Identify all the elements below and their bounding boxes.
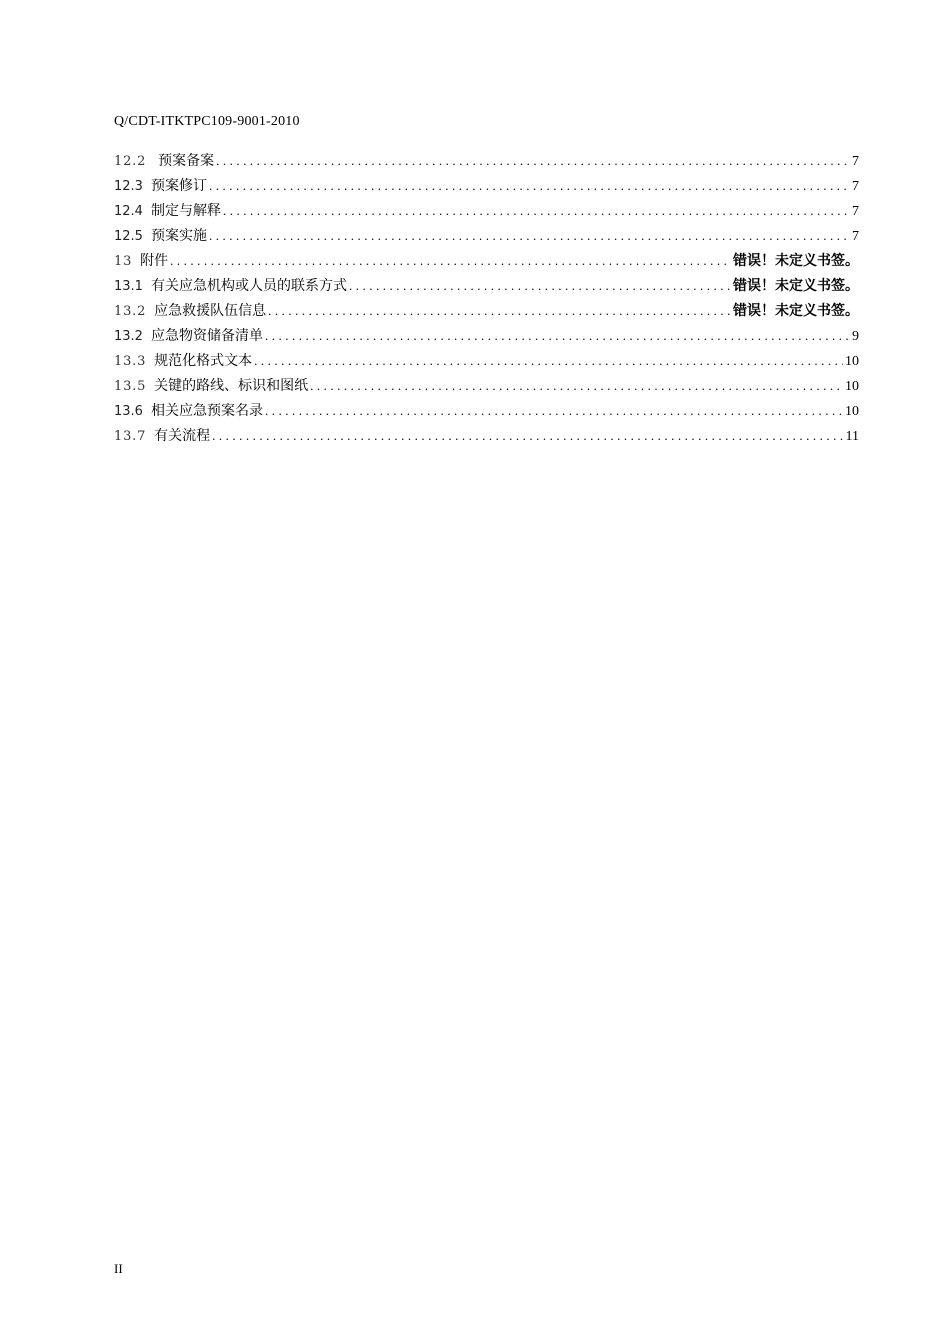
toc-entry-title: 预案实施 (150, 228, 207, 244)
toc-entry[interactable] (114, 150, 859, 175)
toc-entry-page: 7 (852, 154, 859, 169)
toc-entry-number: 12.3 (114, 179, 143, 194)
toc-entry-number: 13 (114, 254, 133, 269)
toc-entry-page: 11 (845, 429, 859, 444)
toc-entry-title: 规范化格式文本 (154, 353, 253, 369)
toc-entry-page: 7 (852, 179, 859, 194)
toc-dot-leader (223, 203, 850, 219)
toc-entry-number: 12.2 (114, 154, 147, 169)
toc-dot-leader (170, 253, 731, 269)
toc-entry[interactable] (114, 200, 859, 225)
toc-dot-leader (265, 328, 850, 344)
toc-entry-title: 应急救援队伍信息 (154, 303, 267, 319)
toc-entry[interactable] (114, 325, 859, 350)
toc-entry-page: 10 (845, 354, 859, 369)
toc-entry-page: 10 (845, 379, 859, 394)
toc-entry-number: 13.6 (114, 404, 143, 419)
toc-entry-title: 应急物资储备清单 (150, 328, 263, 344)
toc-dot-leader (310, 378, 843, 394)
toc-entry[interactable] (114, 350, 859, 375)
toc-dot-leader (216, 153, 850, 169)
toc-entry[interactable] (114, 250, 859, 275)
toc-entry-page: 错误！未定义书签。 (733, 253, 859, 269)
toc-entry-title: 有关应急机构或人员的联系方式 (150, 278, 347, 294)
table-of-contents (114, 150, 859, 450)
toc-entry[interactable] (114, 425, 859, 450)
toc-entry[interactable] (114, 175, 859, 200)
toc-entry-title: 相关应急预案名录 (150, 403, 263, 419)
toc-entry-title: 关键的路线、标识和图纸 (154, 378, 309, 394)
toc-entry[interactable] (114, 300, 859, 325)
toc-entry-page: 10 (845, 404, 859, 419)
toc-entry[interactable] (114, 375, 859, 400)
toc-entry-number: 13.1 (114, 279, 143, 294)
toc-entry-page: 7 (852, 229, 859, 244)
toc-entry-title: 附件 (140, 253, 169, 269)
toc-dot-leader (265, 403, 843, 419)
toc-entry-title: 预案备案 (158, 153, 215, 169)
toc-entry-title: 制定与解释 (150, 203, 221, 219)
page-number: II (114, 1261, 123, 1276)
toc-entry-number: 13.3 (114, 354, 147, 369)
toc-entry[interactable] (114, 225, 859, 250)
toc-entry-number: 12.4 (114, 204, 143, 219)
toc-entry-number: 12.5 (114, 229, 143, 244)
toc-dot-leader (212, 428, 843, 444)
toc-dot-leader (349, 278, 731, 294)
toc-entry-page: 错误！未定义书签。 (733, 278, 859, 294)
toc-dot-leader (268, 303, 731, 319)
toc-entry-number: 13.2 (114, 329, 143, 344)
toc-entry-number: 13.5 (114, 379, 147, 394)
toc-entry-number: 13.2 (114, 304, 147, 319)
toc-dot-leader (209, 178, 850, 194)
document-code-header: Q/CDT-ITKTPC109-9001-2010 (114, 114, 300, 129)
toc-entry-page: 7 (852, 204, 859, 219)
toc-dot-leader (209, 228, 850, 244)
toc-entry-page: 9 (852, 329, 859, 344)
toc-entry-page: 错误！未定义书签。 (733, 303, 859, 319)
toc-entry-title: 预案修订 (150, 178, 207, 194)
toc-entry[interactable] (114, 275, 859, 300)
toc-entry-title: 有关流程 (154, 428, 211, 444)
toc-entry[interactable] (114, 400, 859, 425)
toc-dot-leader (254, 353, 843, 369)
toc-entry-number: 13.7 (114, 429, 147, 444)
